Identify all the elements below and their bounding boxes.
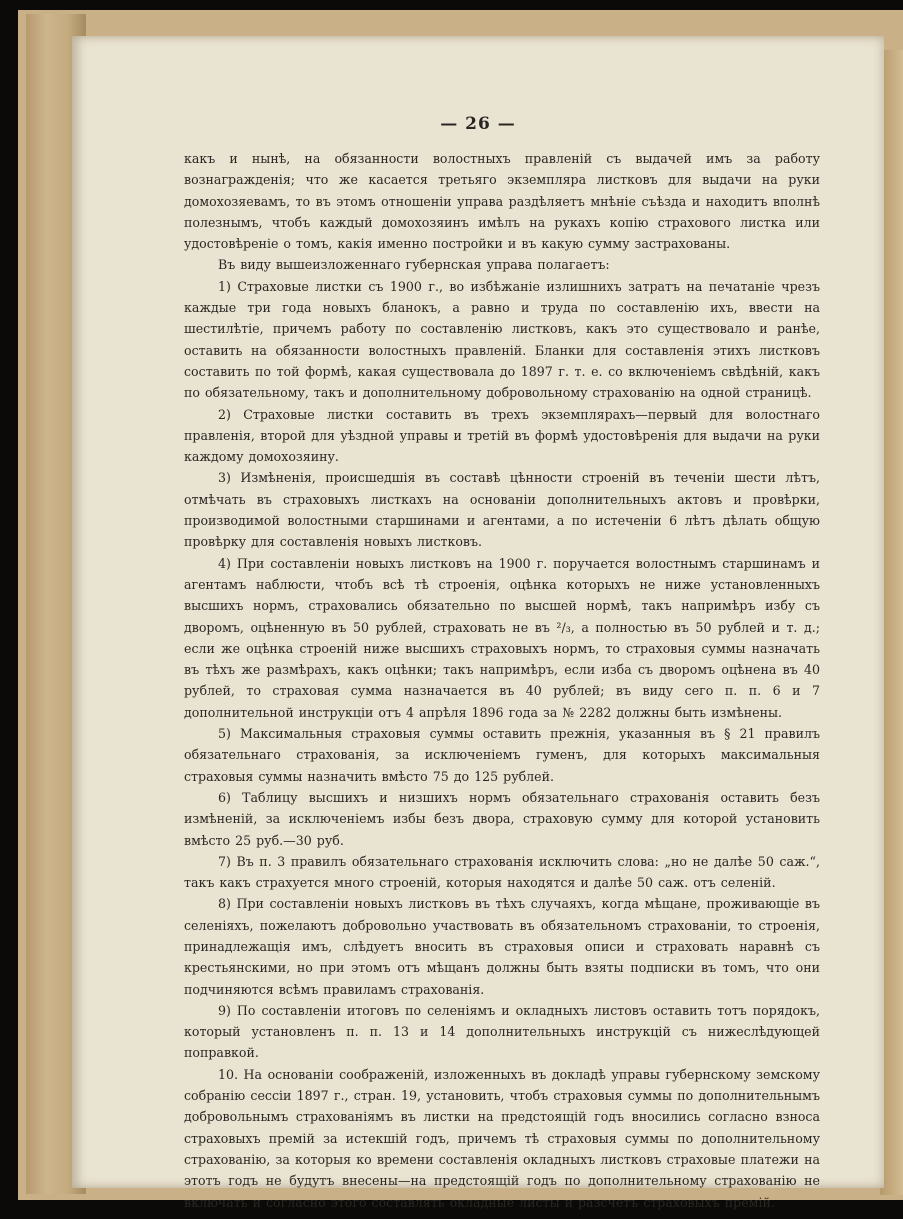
paragraph: 9) По составленіи итоговъ по селеніямъ и окладныхъ листовъ оставить тотъ порядокъ, который установленъ п. п. 13 и 14 дополнительныхъ инструкцій съ нижеслѣдующей поправкой. (184, 1002, 820, 1061)
paragraph: 5) Максимальныя страховыя суммы оставить прежнія, указанныя въ § 21 правилъ обязательнаго страхованія, за исключеніемъ гуменъ, для которыхъ максимальныя страховыя суммы назначить вмѣсто 75 до 125 рублей. (184, 726, 820, 784)
paragraph: 1) Страховые листки съ 1900 г., во избѣжаніе излишнихъ затратъ на печатаніе чрезъ каждые три года новыхъ бланокъ, а равно и труда по составленію ихъ, ввести на шестилѣтіе, причемъ работу по составленію листковъ, какъ это существовало и ранѣе, оставить на обязанности волостныхъ правленій. Бланки для составленія этихъ листковъ составить по той формѣ, какая существовала до 1897 г. т. е. со включеніемъ свѣдѣній, какъ по обязательному, такъ и дополнительному добровольному страхованію на одной страницѣ. (184, 278, 820, 401)
paragraph: 10. На основаніи соображеній, изложенныхъ въ докладѣ управы губернскому земскому собранію сессіи 1897 г., стран. 19, установить, чтобъ страховыя суммы по дополнительнымъ добровольнымъ страхованіямъ въ листки на предстоящій годъ вносились согласно взноса страховыхъ премій за истекшій годъ, причемъ тѣ страховыя суммы по дополнительному страхованію, за которыя ко времени составленія окладныхъ листковъ страховые платежи на этотъ годъ не будутъ внесены—на предстоящій годъ по дополнительному страхованію не включать и согласно этого составлять окладные листы и разсчетъ страховыхъ премій. (184, 1066, 820, 1210)
paragraph: 6) Таблицу высшихъ и низшихъ нормъ обязательнаго страхованія оставить безъ измѣненій, за исключеніемъ избы безъ двора, страховую сумму для которой установить вмѣсто 25 руб.—30 руб. (184, 789, 820, 848)
paragraph: 7) Въ п. 3 правилъ обязательнаго страхованія исключить слова: „но не далѣе 50 саж.“, такъ какъ страхуется много строеній, которыя находятся и далѣе 50 саж. отъ селеній. (184, 853, 820, 891)
paragraph: 3) Измѣненія, происшедшія въ составѣ цѣнности строеній въ теченіи шести лѣтъ, отмѣчать въ страховыхъ листкахъ на основаніи дополнительныхъ актовъ и провѣрки, производимой волостными старшинами и агентами, а по истеченіи 6 лѣтъ дѣлать общую провѣрку для составленія новыхъ листковъ. (184, 470, 820, 550)
paragraph: 4) При составленіи новыхъ листковъ на 1900 г. поручается волостнымъ старшинамъ и агентамъ наблюсти, чтобъ всѣ тѣ строенія, оцѣнка которыхъ не ниже установленныхъ высшихъ нормъ, страховались обязательно по высшей нормѣ, такъ напримѣръ избу съ дворомъ, оцѣненную въ 50 рублей, страховать не въ ²/₃, а полностью въ 50 рублей и т. д.; если же оцѣнка строеній ниже высшихъ страховыхъ нормъ, то страховыя суммы назначать въ тѣхъ же размѣрахъ, какъ оцѣнки; такъ напримѣръ, если изба съ дворомъ оцѣнена въ 40 рублей, то страховая сумма назначается въ 40 рублей; въ виду сего п. п. 6 и 7 дополнительной инструкціи отъ 4 апрѣля 1896 года за № 2282 должны быть измѣнены. (184, 555, 820, 720)
paragraph: какъ и нынѣ, на обязанности волостныхъ правленій съ выдачей имъ за работу вознагражденія; что же касается третьяго экземпляра листковъ для выдачи на руки домохозяевамъ, то въ этомъ отношеніи управа раздѣляетъ мнѣніе съѣзда и находитъ вполнѣ полезнымъ, чтобъ каждый домохозяинъ имѣлъ на рукахъ копію страхового листка или удостовѣреніе о томъ, какія именно постройки и въ какую сумму застрахованы. (184, 151, 820, 252)
paragraph: Въ виду вышеизложеннаго губернская управа полагаетъ: (218, 257, 610, 273)
document-page (72, 36, 884, 1210)
page-number: — 26 — (440, 114, 516, 134)
body-text (184, 148, 820, 1213)
paragraph: 2) Страховые листки составить въ трехъ экземплярахъ—первый для волостнаго правленія, второй для уѣздной управы и третій въ формѣ удостовѣренія для выдачи на руки каждому домохозяину. (184, 406, 820, 465)
paragraph: 8) При составленіи новыхъ листковъ въ тѣхъ случаяхъ, когда мѣщане, проживающіе въ селеніяхъ, пожелаютъ добровольно участвовать въ обязательномъ страхованіи, то строенія, принадлежащія имъ, слѣдуетъ вносить въ страховыя описи и страховать наравнѣ съ крестьянскими, но при этомъ отъ мѣщанъ должны быть взяты подписки въ томъ, что они подчиняются всѣмъ правиламъ страхованія. (184, 896, 820, 997)
